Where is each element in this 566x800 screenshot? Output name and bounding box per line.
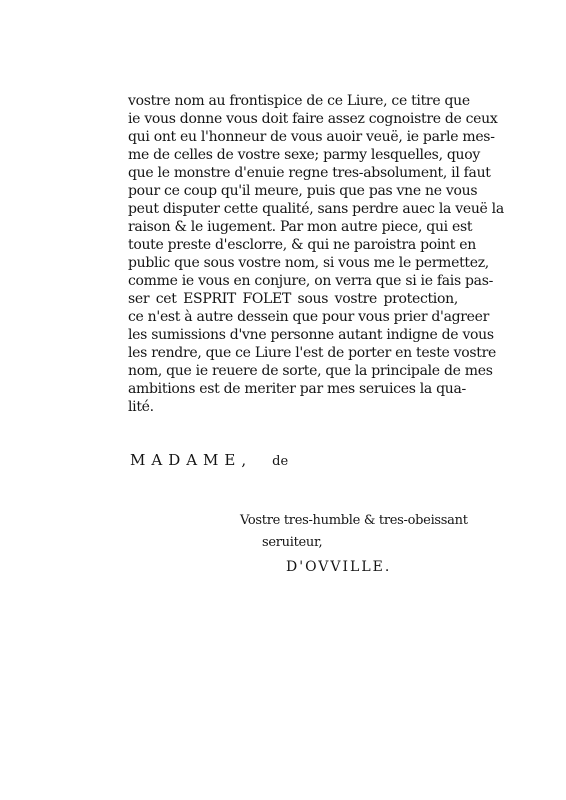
text-line: vostre nom au frontispice de ce Liure, ce titre que [128,93,470,109]
text-line: ie vous donne vous doit faire assez cognoistre de ceux [128,111,498,127]
closing-line: Vostre tres-humble & tres-obeissant [240,513,468,528]
text-line: public que sous vostre nom, si vous me le permettez, [128,255,489,271]
text-line: nom, que ie reuere de sorte, que la principale de mes [128,363,493,379]
text-line: raison & le iugement. Par mon autre piece, qui est [128,219,473,235]
salutation [130,451,288,469]
text-line: les sumissions d'vne personne autant indigne de vous [128,327,494,343]
text-line: ambitions est de meriter par mes seruices la qua- [128,381,466,397]
text-line: qui ont eu l'honneur de vous auoir veuë, ie parle mes- [128,129,495,145]
salutation-extra: de [272,454,289,469]
text-line: me de celles de vostre sexe; parmy lesquelles, quoy [128,147,480,163]
signature: D'OVVILLE. [286,559,392,575]
text-line: ser cet ESPRIT FOLET sous vostre protection, [128,291,458,307]
text-line: lité. [128,399,154,415]
closing-line: seruiteur, [262,535,323,550]
text-line: les rendre, que ce Liure l'est de porter en teste vostre [128,345,496,361]
text-line: comme ie vous en conjure, on verra que si ie fais pas- [128,273,494,289]
salutation-text: MADAME, [130,451,253,469]
text-line: que le monstre d'enuie regne tres-absolument, il faut [128,165,491,181]
text-line: pour ce coup qu'il meure, puis que pas vne ne vous [128,183,478,199]
text-line: toute preste d'esclorre, & qui ne paroistra point en [128,237,476,253]
text-line: peut disputer cette qualité, sans perdre auec la veuë la [128,201,504,217]
text-line: ce n'est à autre dessein que pour vous prier d'agreer [128,309,490,325]
